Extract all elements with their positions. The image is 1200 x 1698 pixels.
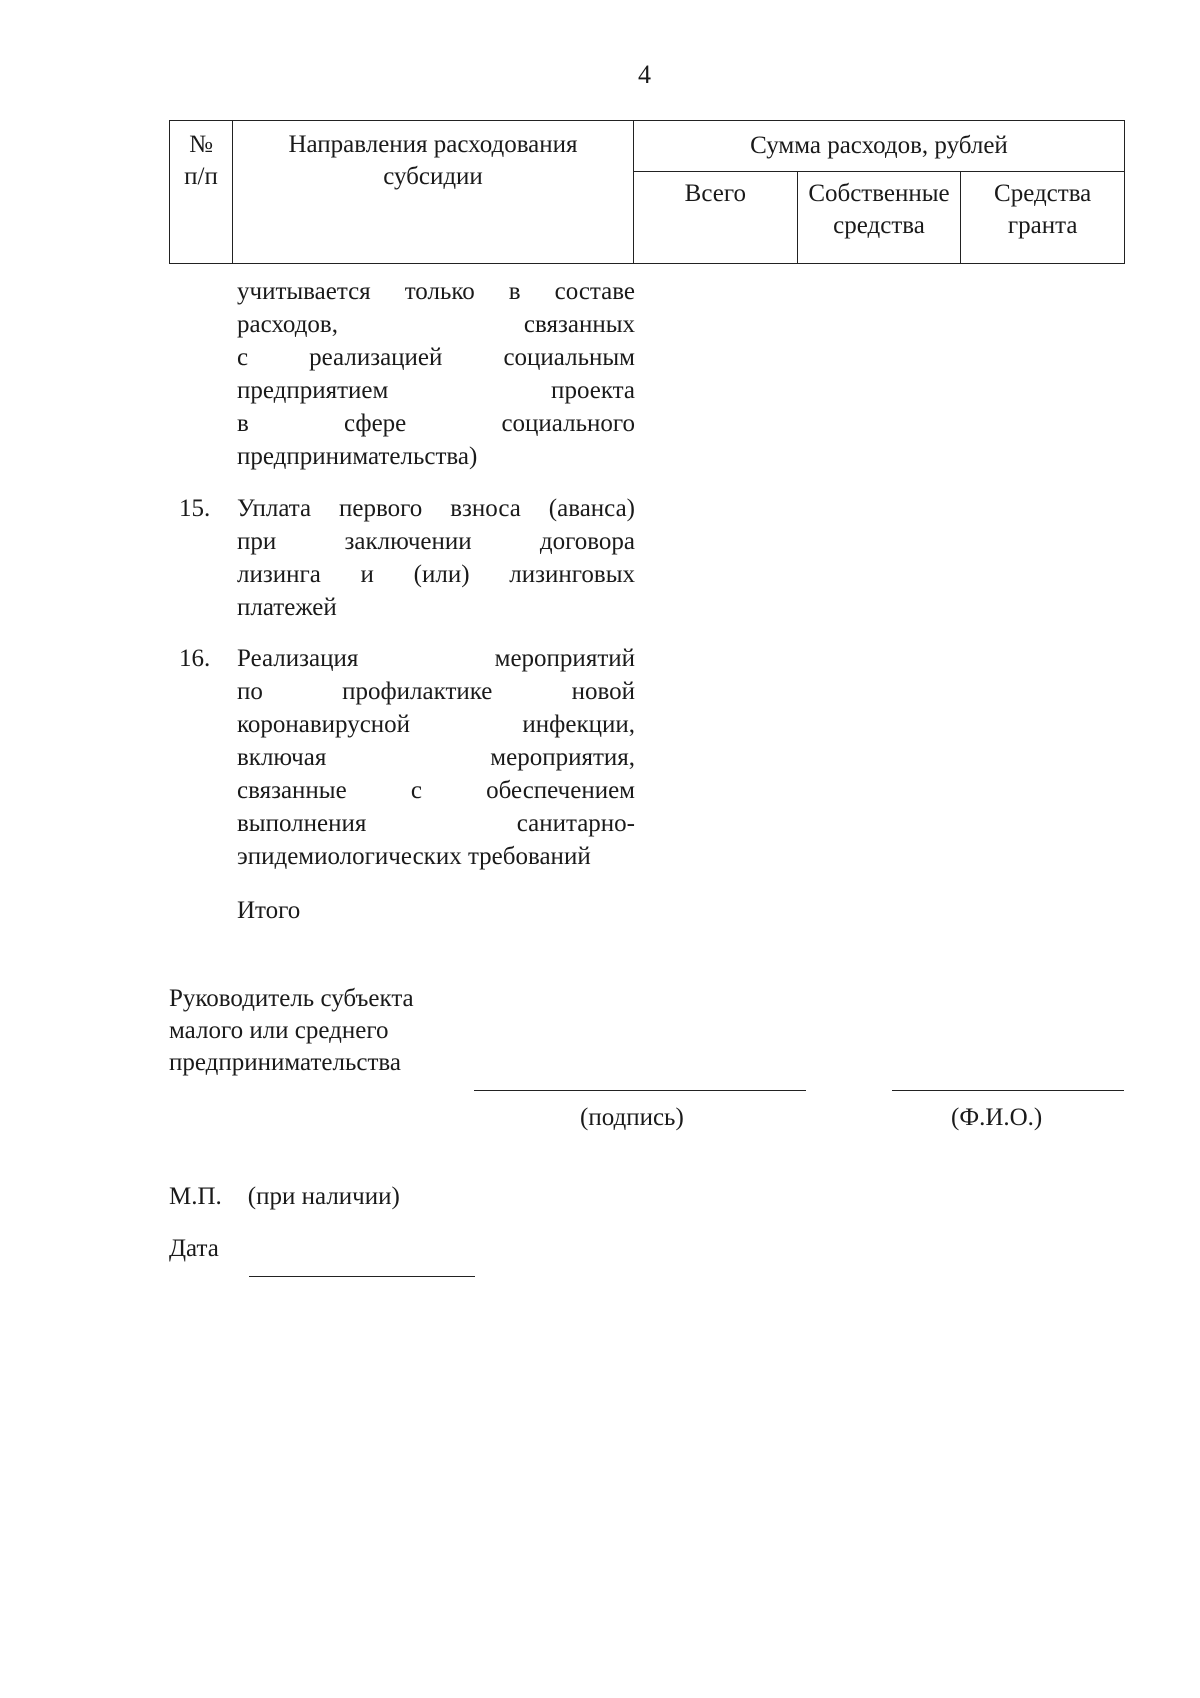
signatory-title — [169, 983, 414, 1079]
stamp-label: М.П. — [169, 1183, 222, 1210]
row-line: платежей — [237, 594, 337, 621]
row-number: 16. — [179, 645, 211, 672]
expense-table-header — [169, 120, 1125, 264]
row-line: включая мероприятия, — [237, 744, 635, 771]
row-line: при заключении договора — [237, 528, 635, 555]
row-line: связанные с обеспечением — [237, 777, 635, 804]
full-name-line — [892, 1090, 1124, 1091]
column-total-header — [634, 172, 798, 264]
signature-caption: (подпись) — [580, 1104, 684, 1131]
full-name-caption: (Ф.И.О.) — [951, 1104, 1043, 1131]
row-line: с реализацией социальным — [237, 344, 635, 371]
row-line: предприятием проекта — [237, 377, 635, 404]
stamp-place — [169, 1183, 400, 1211]
row-line: в сфере социального — [237, 410, 635, 437]
own-funds-header-label: Собственные средства — [808, 180, 950, 239]
row-direction-text — [237, 642, 635, 873]
signatory-line: предпринимательства — [169, 1049, 401, 1076]
row-line: коронавирусной инфекции, — [237, 711, 635, 738]
total-row-label: Итого — [237, 897, 301, 924]
stamp-note: (при наличии) — [247, 1183, 400, 1210]
column-number-header — [170, 121, 233, 264]
signatory-line: малого или среднего — [169, 1017, 389, 1044]
page-number: 4 — [638, 60, 651, 89]
grant-funds-header-label: Средства гранта — [994, 180, 1092, 239]
row-line: Реализация мероприятий — [237, 645, 635, 672]
row-line: лизинга и (или) лизинговых — [237, 561, 635, 588]
column-grant-funds-header — [961, 172, 1125, 264]
row-line: расходов, связанных — [237, 311, 635, 338]
direction-header-label: Направления расходования субсидии — [288, 131, 578, 190]
row-line: эпидемиологических требований — [237, 843, 591, 870]
sum-header-label: Сумма расходов, рублей — [750, 132, 1008, 159]
number-header-label: № п/п — [184, 131, 218, 190]
row-direction-text — [237, 492, 635, 624]
total-header-label: Всего — [684, 180, 746, 207]
column-own-funds-header — [797, 172, 961, 264]
column-sum-header — [634, 121, 1125, 172]
row-number: 15. — [179, 495, 211, 522]
row-line: Уплата первого взноса (аванса) — [237, 495, 635, 522]
date-line — [249, 1276, 475, 1277]
row-direction-text — [237, 275, 635, 473]
row-line: предпринимательства) — [237, 443, 478, 470]
row-line: выполнения санитарно- — [237, 810, 635, 837]
signature-line — [474, 1090, 806, 1091]
signatory-line: Руководитель субъекта — [169, 985, 414, 1012]
column-direction-header — [233, 121, 634, 264]
row-line: по профилактике новой — [237, 678, 635, 705]
date-label: Дата — [169, 1235, 219, 1262]
row-line: учитывается только в составе — [237, 278, 635, 305]
